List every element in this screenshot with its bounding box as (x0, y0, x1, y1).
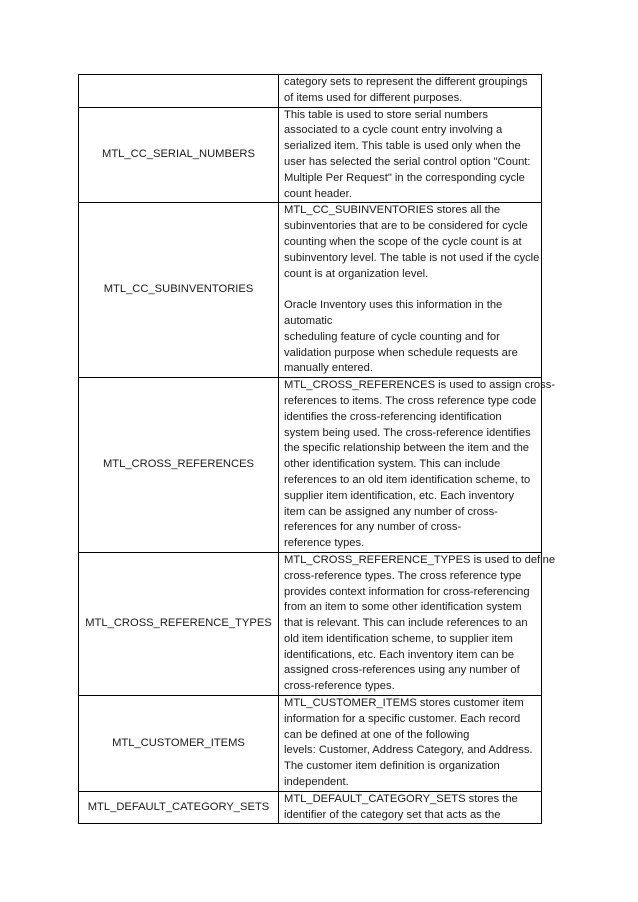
table-row (79, 107, 542, 203)
description-line: information for a specific customer. Each record (284, 712, 521, 725)
description-line: count header. (284, 187, 352, 200)
table-row (79, 203, 542, 378)
table-row (79, 552, 542, 695)
description-line: assigned cross-references using any number of (284, 664, 520, 677)
description-line: item can be assigned any number of cross- (284, 505, 498, 518)
table-name-cell: MTL_CROSS_REFERENCES (79, 378, 279, 553)
description-line: supplier item identification, etc. Each inventory (284, 489, 515, 502)
table-name-cell: MTL_DEFAULT_CATEGORY_SETS (79, 791, 279, 824)
table-description-cell (279, 378, 556, 553)
table-description-cell (279, 75, 542, 108)
description-line: independent. (284, 776, 349, 789)
description-line: manually entered. (284, 362, 373, 375)
description-line: identifier of the category set that acts as the (284, 808, 501, 821)
table-row (79, 378, 542, 553)
table-description-cell (279, 107, 542, 203)
description-line: that is relevant. This can include references to an (284, 617, 528, 630)
table-row (79, 75, 542, 108)
description-line: system being used. The cross-reference identifies (284, 426, 531, 439)
description-line: Multiple Per Request" in the corresponding cycle (284, 171, 525, 184)
description-line: reference types. (284, 537, 365, 550)
description-line: MTL_DEFAULT_CATEGORY_SETS stores the (284, 792, 518, 805)
description-line: count is at organization level. (284, 267, 429, 280)
table-description-table (78, 74, 556, 824)
description-line: subinventory level. The table is not used if the cycle (284, 251, 540, 264)
description-line: references to items. The cross reference type code (284, 394, 537, 407)
table-name-cell: MTL_CROSS_REFERENCE_TYPES (79, 552, 279, 695)
description-line: user has selected the serial control option "Count: (284, 155, 531, 168)
description-line: category sets to represent the different groupings (284, 76, 528, 88)
description-line: old item identification scheme, to supplier item (284, 632, 513, 645)
description-line: scheduling feature of cycle counting and for (284, 330, 500, 343)
table-description-cell (279, 203, 542, 378)
description-line: references for any number of cross- (284, 521, 462, 534)
table-description-cell (279, 696, 542, 792)
description-line: cross-reference types. (284, 680, 395, 693)
description-line: MTL_CROSS_REFERENCE_TYPES is used to define (284, 553, 556, 566)
description-line: The customer item definition is organization (284, 760, 500, 773)
table-row (79, 791, 542, 824)
description-line: can be defined at one of the following (284, 728, 470, 741)
description-line: identifications, etc. Each inventory item can be (284, 648, 515, 661)
table-name-cell: MTL_CC_SERIAL_NUMBERS (79, 107, 279, 203)
table-body (79, 75, 556, 824)
description-line: associated to a cycle count entry involving a (284, 124, 503, 137)
description-line: of items used for different purposes. (284, 91, 463, 104)
description-line: subinventories that are to be considered for cycle (284, 220, 528, 233)
description-line: other identification system. This can include (284, 458, 501, 471)
table-description-cell (279, 552, 556, 695)
description-line: identifies the cross-referencing identification (284, 410, 502, 423)
description-line: serialized item. This table is used only when the (284, 140, 521, 153)
description-line: from an item to some other identification system (284, 601, 522, 614)
description-line: counting when the scope of the cycle count is at (284, 235, 522, 248)
table-description-cell (279, 791, 542, 824)
description-line: validation purpose when schedule requests are (284, 346, 518, 359)
table-name-cell: MTL_CUSTOMER_ITEMS (79, 696, 279, 792)
description-line: provides context information for cross-referencing (284, 585, 530, 598)
description-line: Oracle Inventory uses this information in the (284, 299, 503, 312)
description-line: MTL_CROSS_REFERENCES is used to assign cross- (284, 379, 556, 392)
table-name-cell (79, 75, 279, 108)
description-line: MTL_CC_SUBINVENTORIES stores all the (284, 204, 501, 217)
description-line (284, 282, 539, 298)
description-line: automatic (284, 314, 333, 327)
description-line: references to an old item identification scheme, to (284, 473, 531, 486)
description-line: This table is used to store serial numbers (284, 108, 488, 121)
description-line: levels: Customer, Address Category, and Address. (284, 744, 533, 757)
description-line: MTL_CUSTOMER_ITEMS stores customer item (284, 697, 524, 710)
table-row (79, 696, 542, 792)
description-line: the specific relationship between the item and the (284, 442, 530, 455)
table-name-cell: MTL_CC_SUBINVENTORIES (79, 203, 279, 378)
description-line: cross-reference types. The cross reference type (284, 569, 522, 582)
